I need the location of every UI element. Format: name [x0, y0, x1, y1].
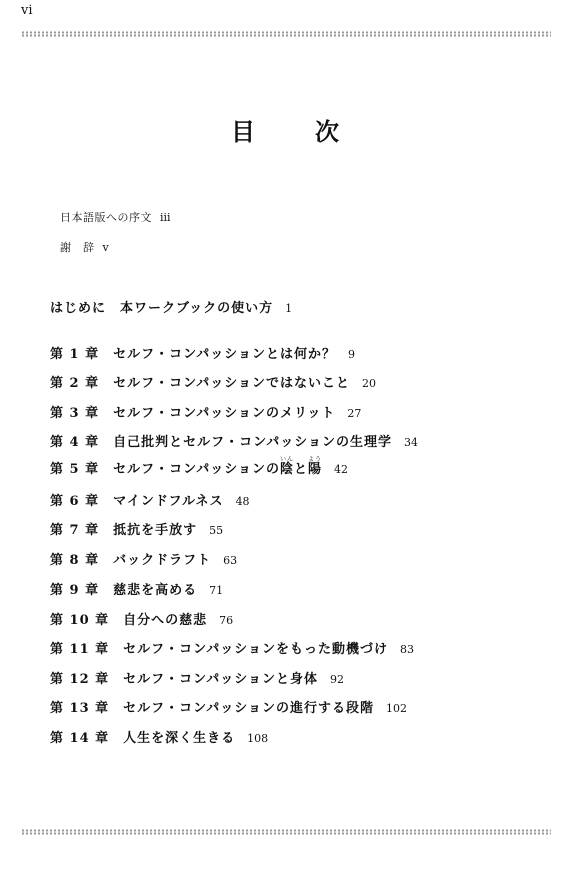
- entry-page: 102: [386, 702, 407, 715]
- entry-page: 63: [223, 554, 238, 567]
- chapter-number: 第 11 章: [50, 642, 110, 657]
- toc-entry-chapter[interactable]: [50, 490, 250, 509]
- chapter-number: 第 9 章: [50, 583, 100, 598]
- chapter-title: 自己批判とセルフ・コンパッションの生理学: [113, 435, 392, 450]
- entry-page: 20: [361, 377, 376, 390]
- chapter-number: 第 3 章: [50, 406, 100, 421]
- chapter-title: セルフ・コンパッションのメリット: [113, 406, 336, 421]
- entry-page: 83: [400, 643, 414, 656]
- toc-entry-chapter[interactable]: [50, 638, 414, 657]
- bottom-dotted-rule: [21, 829, 551, 835]
- chapter-title: セルフ・コンパッションをもった動機づけ: [123, 642, 388, 657]
- chapter-title: 人生を深く生きる: [123, 731, 236, 746]
- toc-entry-chapter[interactable]: [50, 609, 233, 628]
- chapter-number: 第 7 章: [50, 523, 100, 538]
- toc-entry-chapter[interactable]: [50, 697, 407, 716]
- entry-page: 55: [209, 524, 224, 537]
- page-number: vi: [21, 3, 33, 18]
- toc-entry-chapter[interactable]: [50, 402, 361, 421]
- toc-entry-preface[interactable]: [60, 209, 171, 225]
- chapter-title: セルフ・コンパッションではないこと: [113, 376, 350, 391]
- toc-entry-chapter[interactable]: [50, 431, 418, 450]
- chapter-title: 慈悲を高める: [113, 583, 198, 598]
- toc-entry-chapter[interactable]: [50, 727, 268, 746]
- entry-page: 27: [347, 407, 362, 420]
- entry-page: 42: [334, 463, 348, 476]
- chapter-number: 第 10 章: [50, 613, 110, 628]
- entry-page: v: [102, 241, 109, 254]
- chapter-title: セルフ・コンパッションの進行する段階: [123, 701, 374, 716]
- entry-page: 34: [403, 436, 418, 449]
- toc-entry-chapter[interactable]: [50, 456, 348, 477]
- chapter-title: 抵抗を手放す: [113, 523, 198, 538]
- toc-entry-chapter[interactable]: [50, 343, 355, 362]
- chapter-number: 第 12 章: [50, 672, 110, 687]
- chapter-number: 第 6 章: [50, 494, 100, 509]
- chapter-number: 第 1 章: [50, 347, 100, 362]
- chapter-title: セルフ・コンパッションの陰いんと陽よう: [113, 456, 322, 477]
- chapter-number: 第 8 章: [50, 553, 100, 568]
- chapter-title: セルフ・コンパッションとは何か？: [113, 347, 336, 362]
- entry-page: 71: [209, 584, 224, 597]
- chapter-number: 第 4 章: [50, 435, 100, 450]
- chapter-title: マインドフルネス: [113, 494, 224, 509]
- toc-entry-chapter[interactable]: [50, 579, 223, 598]
- top-dotted-rule: [21, 31, 551, 37]
- toc-entry-acknowledgments[interactable]: [60, 239, 109, 255]
- entry-label: はじめに 本ワークブックの使い方: [50, 301, 274, 316]
- toc-entry-chapter[interactable]: [50, 372, 376, 391]
- entry-page: 76: [219, 614, 234, 627]
- toc-entry-introduction[interactable]: [50, 297, 292, 316]
- toc-entry-chapter[interactable]: [50, 668, 344, 687]
- chapter-number: 第 14 章: [50, 731, 110, 746]
- chapter-number: 第 13 章: [50, 701, 110, 716]
- chapter-number: 第 2 章: [50, 376, 100, 391]
- entry-page: 9: [347, 348, 355, 361]
- toc-entry-chapter[interactable]: [50, 549, 237, 568]
- entry-page: 48: [235, 495, 250, 508]
- entry-page: 1: [285, 302, 293, 315]
- chapter-title: バックドラフト: [113, 553, 212, 568]
- entry-page: iii: [160, 211, 171, 224]
- entry-page: 108: [247, 732, 269, 745]
- chapter-number: 第 5 章: [50, 462, 100, 477]
- entry-page: 92: [330, 673, 344, 686]
- chapter-title: セルフ・コンパッションと身体: [123, 672, 318, 687]
- entry-label: 日本語版への序文: [60, 211, 152, 224]
- page-title: 目 次: [231, 117, 357, 146]
- toc-entry-chapter[interactable]: [50, 519, 223, 538]
- entry-label: 謝 辞: [60, 241, 95, 254]
- chapter-title: 自分への慈悲: [123, 613, 208, 628]
